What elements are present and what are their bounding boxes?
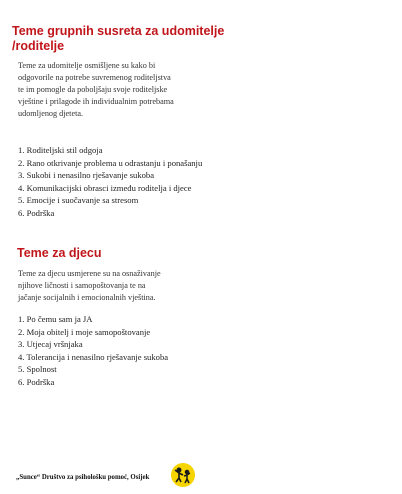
- intro-paragraph-parents: [18, 60, 258, 120]
- footer-organization: „Sunce“ Društvo za psihološku pomoć, Osijek: [16, 474, 150, 481]
- paragraph-line: Teme za udomitelje osmišljene su kako bi: [18, 61, 156, 70]
- list-item: 4. Tolerancija i nenasilno rješavanje sukoba: [18, 351, 169, 362]
- paragraph-line: odgovorile na potrebe suvremenog roditeljstva: [18, 73, 171, 82]
- list-item: 5. Emocije i suočavanje sa stresom: [18, 195, 139, 205]
- list-item: 4. Komunikacijski obrasci između roditelja i djece: [18, 182, 192, 193]
- list-item: 6. Podrška: [18, 376, 55, 387]
- topic-list-children: [18, 313, 168, 388]
- section-title-children: Teme za djecu: [17, 246, 102, 260]
- section-title-parents: Teme grupnih susreta za udomitelje /roditelje: [12, 24, 225, 53]
- sun-logo-icon: [170, 462, 196, 488]
- paragraph-line: jačanje socijalnih i emocionalnih vještina.: [18, 293, 156, 302]
- list-item: 6. Podrška: [18, 207, 55, 218]
- paragraph-line: vještine i prilagode ih individualnim potrebama: [18, 97, 174, 106]
- list-item: 2. Rano otkrivanje problema u odrastanju i ponašanju: [18, 157, 203, 168]
- list-item: 1. Po čemu sam ja JA: [18, 314, 93, 324]
- intro-paragraph-children: [18, 268, 258, 304]
- list-item: 3. Utjecaj vršnjaka: [18, 339, 83, 349]
- list-item: 2. Moja obitelj i moje samopoštovanje: [18, 326, 151, 337]
- paragraph-line: te im pomogle da poboljšaju svoje roditeljske: [18, 85, 168, 94]
- topic-list-parents: [18, 144, 202, 219]
- list-item: 1. Roditeljski stil odgoja: [18, 145, 103, 155]
- paragraph-line: udomljenog djeteta.: [18, 109, 84, 118]
- paragraph-line: Teme za djecu usmjerene su na osnaživanje: [18, 269, 161, 278]
- list-item: 5. Spolnost: [18, 364, 57, 374]
- paragraph-line: njihove ličnosti i samopoštovanja te na: [18, 281, 146, 290]
- list-item: 3. Sukobi i nenasilno rješavanje sukoba: [18, 170, 155, 180]
